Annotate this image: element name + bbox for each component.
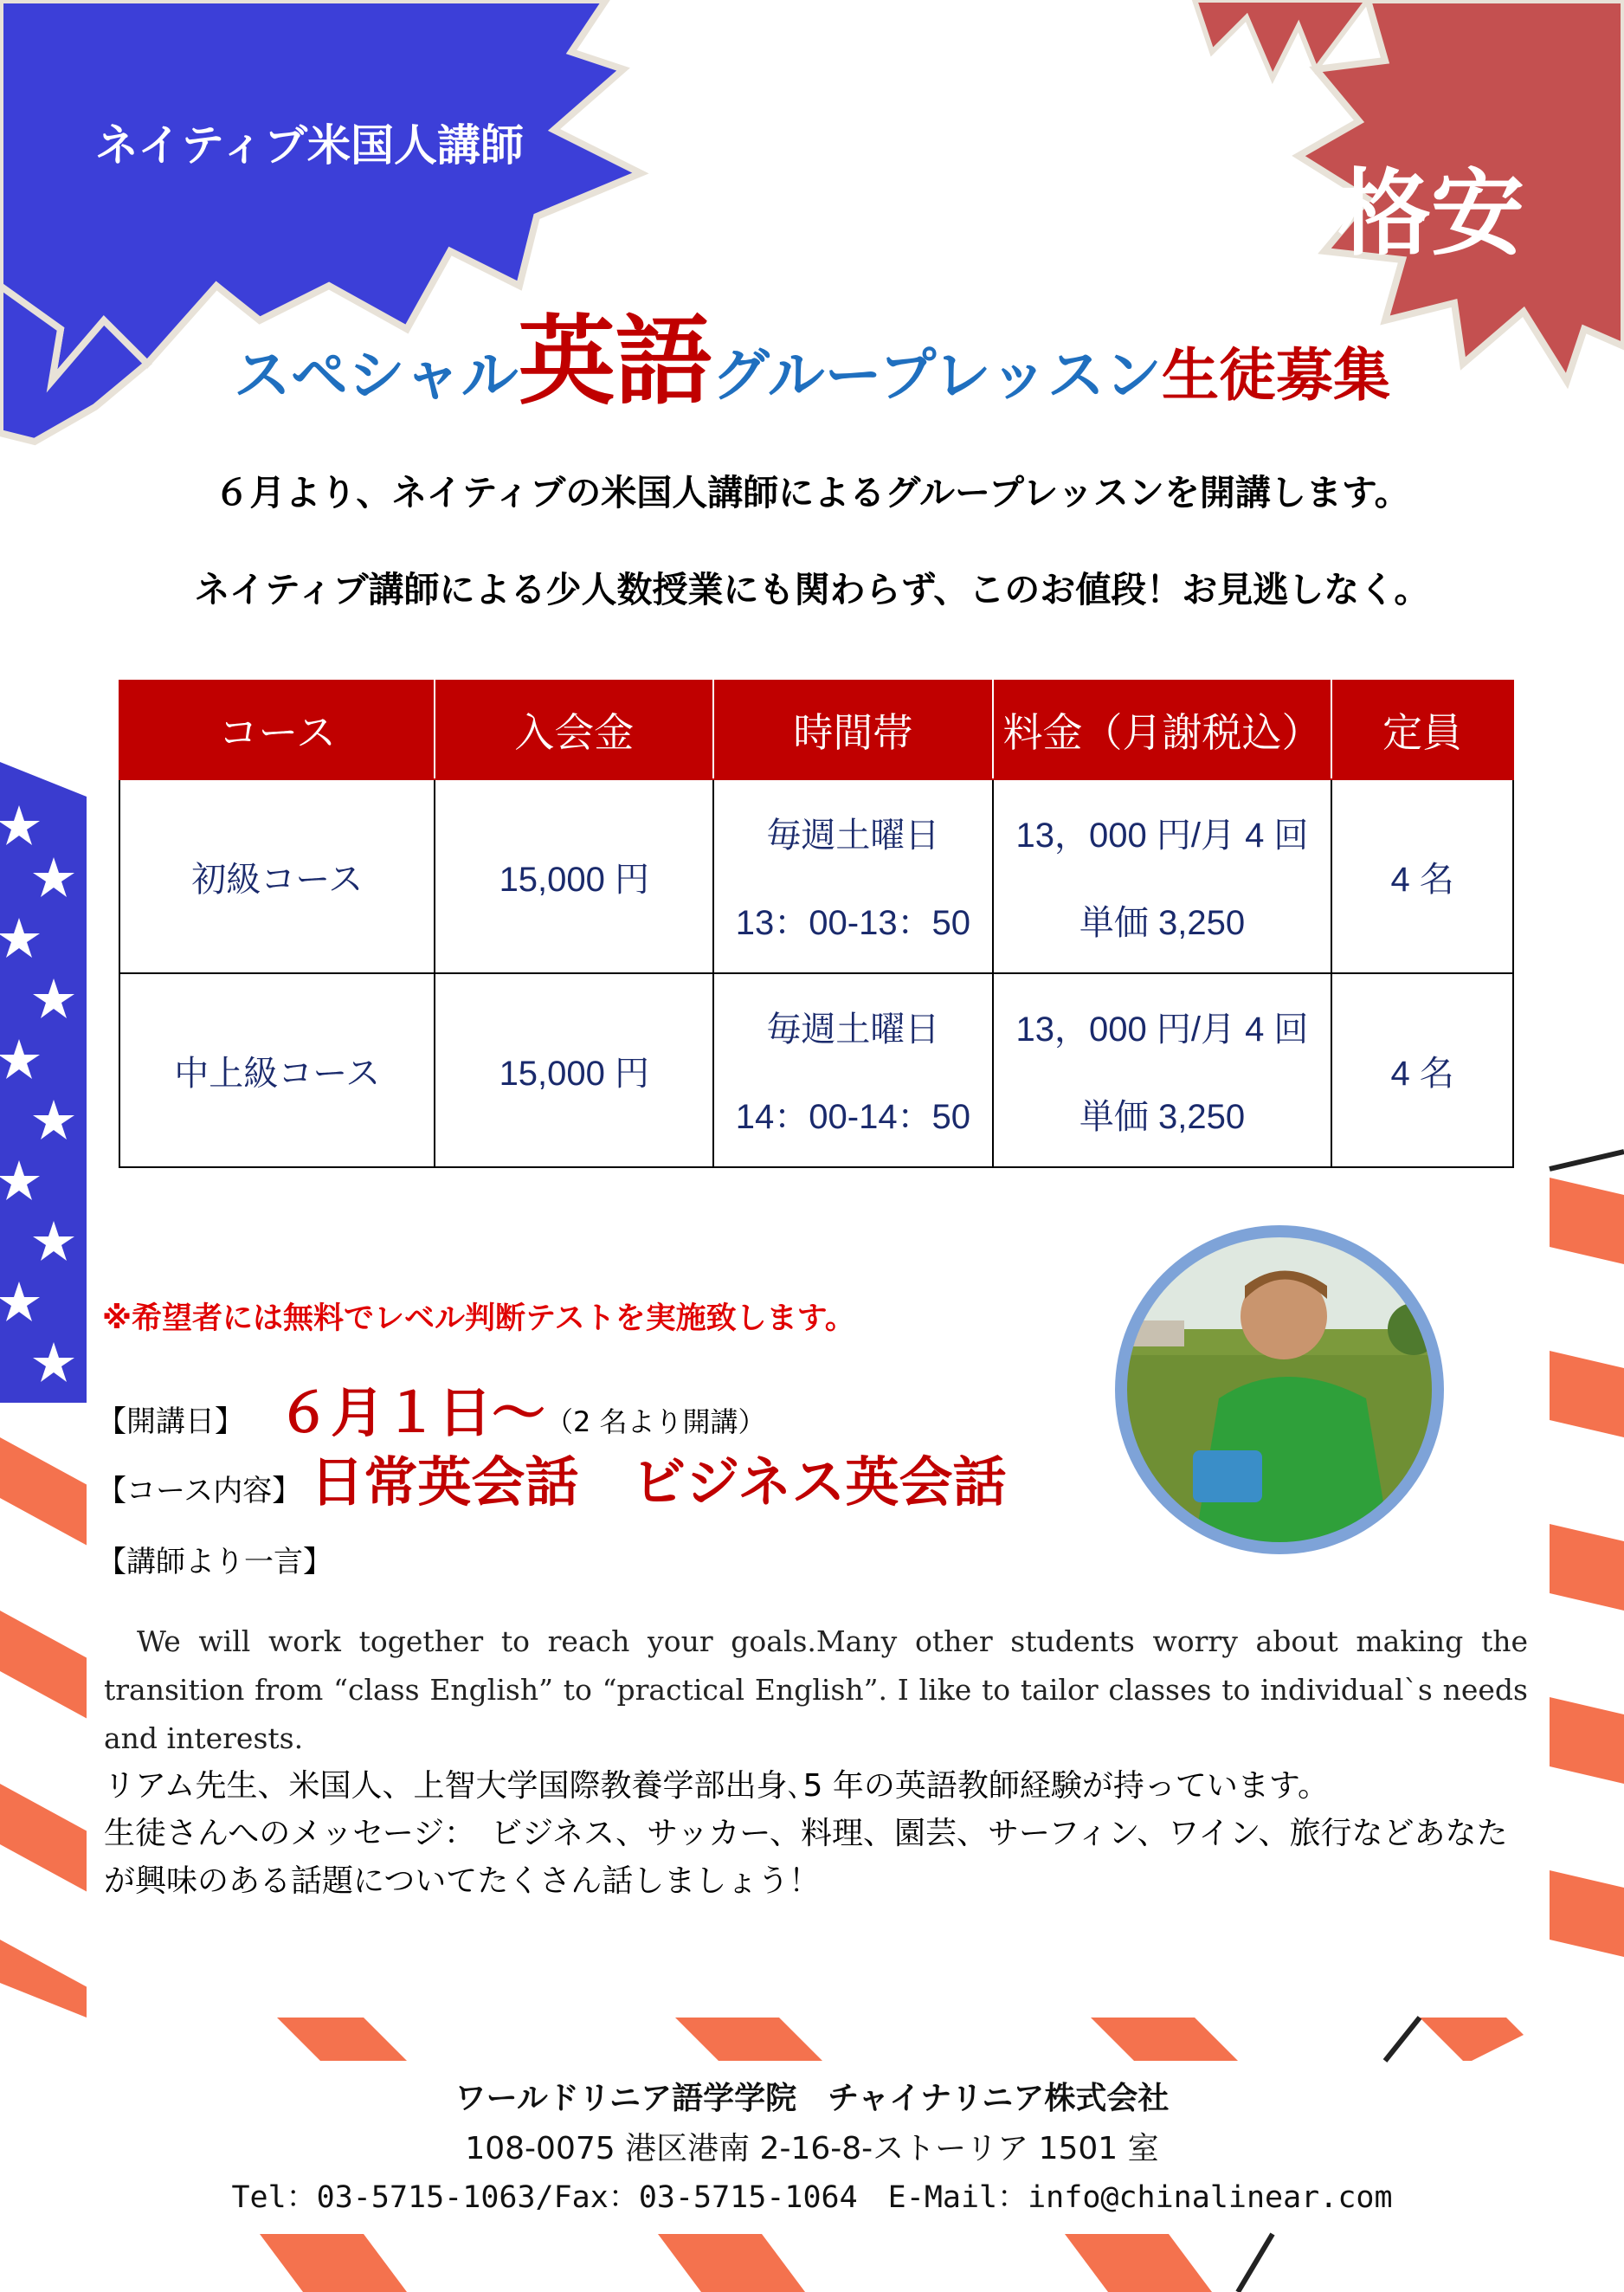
cell-course: 初級コース (119, 779, 435, 973)
open-day-value: ６月１日～ (277, 1381, 546, 1444)
cell-monthly-fee (993, 973, 1332, 1167)
course-content-row (97, 1439, 1006, 1516)
cell-monthly-fee (993, 779, 1332, 973)
cell-price: 13，000 円/月 4 回 (1015, 817, 1309, 855)
table-row (119, 973, 1513, 1167)
intro-line-1: ６月より、ネイティブの米国人講師によるグループレッスンを開講します。 (214, 472, 1410, 513)
intro-line-2: ネイティブ講師による少人数授業にも関わらず、このお値段！お見逃しなく。 (194, 569, 1430, 610)
student-message: 生徒さんへのメッセージ： ビジネス、サッカー、料理、園芸、サーフィン、ワイン、旅行などあなたが興味のある話題についてたくさん話しましょう！ (104, 1816, 1508, 1899)
american-flag-right (1541, 1152, 1624, 2292)
header-capacity: 定員 (1331, 681, 1513, 779)
badge-low-price: 格安 (1337, 160, 1525, 268)
title-part-english: 英語 (518, 306, 712, 418)
footer-address: 108-0075 港区港南 2-16-8-ストーリア 1501 室 (465, 2131, 1159, 2166)
cell-unit-price: 単価 3,250 (1079, 1098, 1246, 1136)
cell-time: 14：00-14：50 (735, 1098, 971, 1136)
cell-entry-fee: 15,000 円 (435, 779, 713, 973)
table-header-row (119, 681, 1513, 779)
teacher-word-label: 【講師より一言】 (97, 1545, 332, 1579)
cell-entry-fee: 15,000 円 (435, 973, 713, 1167)
header-time-slot: 時間帯 (713, 681, 993, 779)
cell-capacity: 4 名 (1331, 973, 1513, 1167)
table-row (119, 779, 1513, 973)
course-content-label: 【コース内容】 (97, 1474, 302, 1508)
teacher-message-english: We will work together to reach your goals.Many other students worry about making the transition from “class English” to “practical English”. I like to tailor classes to individual`s needs and interests. (104, 1624, 1528, 1755)
title-part-special: スペシャル (233, 342, 519, 409)
footer-organization: ワールドリニア語学学院 チャイナリニア株式会社 (454, 2081, 1170, 2116)
main-title (0, 306, 1624, 418)
level-test-note: ※希望者には無料でレベル判断テストを実施致します。 (102, 1301, 855, 1336)
cell-day: 毎週土曜日 (766, 817, 940, 855)
title-part-recruit: 生徒募集 (1162, 342, 1391, 409)
header-course: コース (119, 681, 435, 779)
badge-native-teacher: ネイティブ米国人講師 (95, 120, 524, 171)
american-flag-left (0, 745, 95, 2052)
cell-time-slot (713, 973, 993, 1167)
open-day-row (97, 1370, 766, 1447)
cell-time: 13：00-13：50 (735, 904, 971, 942)
cell-unit-price: 単価 3,250 (1079, 904, 1246, 942)
header-monthly-fee: 料金（月謝税込） (993, 681, 1332, 779)
open-day-condition: （2 名より開講） (545, 1405, 766, 1438)
course-content-value: 日常英会話 ビジネス英会話 (310, 1450, 1007, 1514)
cell-course: 中上級コース (119, 973, 435, 1167)
teacher-photo (1115, 1225, 1444, 1554)
header-entry-fee: 入会金 (435, 681, 713, 779)
title-part-group-lesson: グループレッスン (712, 342, 1163, 409)
cell-price: 13，000 円/月 4 回 (1015, 1010, 1309, 1049)
cell-capacity: 4 名 (1331, 779, 1513, 973)
teacher-profile: リアム先生、米国人、上智大学国際教養学部出身､5 年の英語教師経験が持っています。 (104, 1768, 1329, 1804)
cell-time-slot (713, 779, 993, 973)
cell-day: 毎週土曜日 (766, 1010, 940, 1049)
footer-contact: Tel：03-5715-1063/Fax：03-5715-1064 E-Mail：info@chinalinear.com (231, 2180, 1393, 2215)
open-day-label: 【開講日】 (97, 1404, 244, 1439)
course-price-table (119, 680, 1514, 1168)
